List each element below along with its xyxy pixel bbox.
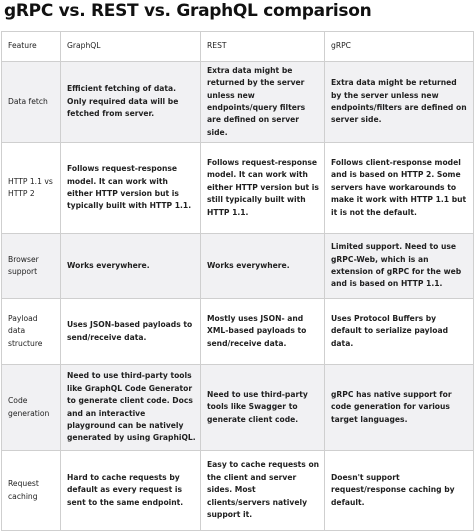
grpc-cell: Extra data might be returned by the server unless new endpoints/filters are defined on server side. bbox=[325, 62, 474, 143]
feature-cell: Data fetch bbox=[2, 62, 61, 143]
page-title: gRPC vs. REST vs. GraphQL comparison bbox=[4, 1, 372, 21]
column-header-grpc: gRPC bbox=[325, 32, 474, 62]
graphql-cell: Need to use third-party tools like GraphQL Code Generator to generate client code. Docs and an interactive playground can be natively generated by using GraphiQL. bbox=[61, 365, 201, 451]
feature-cell: Code generation bbox=[2, 365, 61, 451]
grpc-cell: Uses Protocol Buffers by default to serialize payload data. bbox=[325, 299, 474, 365]
rest-cell: Mostly uses JSON- and XML-based payloads to send/receive data. bbox=[201, 299, 325, 365]
feature-cell: HTTP 1.1 vs HTTP 2 bbox=[2, 143, 61, 234]
rest-cell: Need to use third-party tools like Swagger to generate client code. bbox=[201, 365, 325, 451]
graphql-cell: Follows request-response model. It can work with either HTTP version but is typically built with HTTP 1.1. bbox=[61, 143, 201, 234]
table-row bbox=[2, 299, 474, 365]
table-row bbox=[2, 365, 474, 451]
comparison-table bbox=[1, 31, 474, 531]
feature-cell: Payload data structure bbox=[2, 299, 61, 365]
graphql-cell: Efficient fetching of data. Only required data will be fetched from server. bbox=[61, 62, 201, 143]
graphql-cell: Works everywhere. bbox=[61, 234, 201, 299]
column-header-rest: REST bbox=[201, 32, 325, 62]
graphql-cell: Hard to cache requests by default as every request is sent to the same endpoint. bbox=[61, 451, 201, 531]
graphql-cell: Uses JSON-based payloads to send/receive data. bbox=[61, 299, 201, 365]
column-header-feature: Feature bbox=[2, 32, 61, 62]
grpc-cell: gRPC has native support for code generation for various target languages. bbox=[325, 365, 474, 451]
rest-cell: Works everywhere. bbox=[201, 234, 325, 299]
table-row bbox=[2, 451, 474, 531]
table-row bbox=[2, 143, 474, 234]
table-row bbox=[2, 234, 474, 299]
grpc-cell: Doesn't support request/response caching by default. bbox=[325, 451, 474, 531]
rest-cell: Extra data might be returned by the server unless new endpoints/query filters are defined on server side. bbox=[201, 62, 325, 143]
feature-cell: Request caching bbox=[2, 451, 61, 531]
grpc-cell: Limited support. Need to use gRPC-Web, which is an extension of gRPC for the web and is based on HTTP 1.1. bbox=[325, 234, 474, 299]
table-row bbox=[2, 62, 474, 143]
rest-cell: Easy to cache requests on the client and server sides. Most clients/servers natively support it. bbox=[201, 451, 325, 531]
feature-cell: Browser support bbox=[2, 234, 61, 299]
grpc-cell: Follows client-response model and is based on HTTP 2. Some servers have workarounds to make it work with HTTP 1.1 but it is not the default. bbox=[325, 143, 474, 234]
rest-cell: Follows request-response model. It can work with either HTTP version but is still typically built with HTTP 1.1. bbox=[201, 143, 325, 234]
column-header-graphql: GraphQL bbox=[61, 32, 201, 62]
table-header-row bbox=[2, 32, 474, 62]
